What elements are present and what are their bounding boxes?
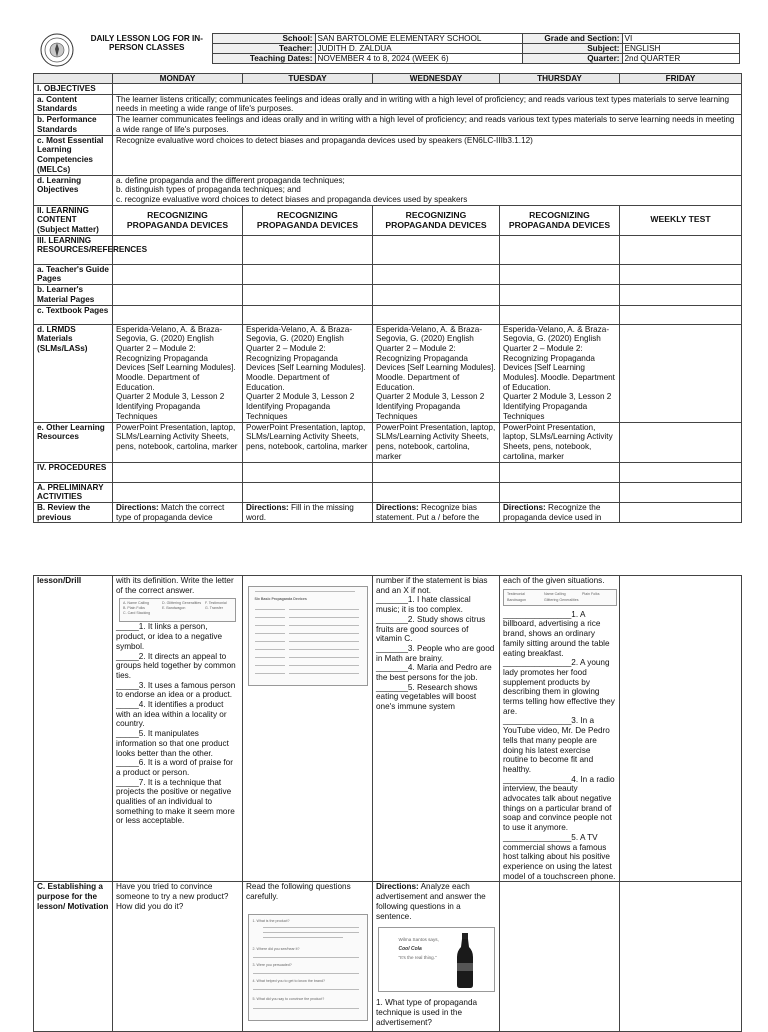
learning-objectives-text: [113, 175, 742, 205]
lrmds-monday: Esperida-Velano, A. & Braza-Segovia, G. (2020) English Quarter 2 – Module 2: Recognizing Propaganda Devices [Self Learning Modules]. Moodle. Department of Education. Quarter 2 Module 3, Lesson 2 Identifying Propaganda Techniques: [113, 324, 243, 422]
drill-monday: with its definition. Write the letter of the correct answer. A. Name Calling B. Plain Folks C. Card Stacking D. Glittering Generalities E. Bandwagon F. Testimonial G. Transfer _____1. It links a person, product, or idea to a negative symbol. _____2. It directs an appeal to groups held together by common ties. _____3. It uses a famous person to endorse an idea or a product. _____4. It identifies a product with an idea within a locality or country. _____5. It manipulates information so that one product looks better than the other. _____6. It is a word of praise for a product or person. _____7. It is a technique that projects the positive or negative qualities of an individual to something to make it seem more or less acceptable.: [113, 576, 243, 882]
drill-tuesday: [243, 576, 373, 882]
establishing-wednesday: Directions: Analyze each advertisement and answer the following questions in a sentence. Wilma Santos says, Cool Cola "It's the real thing." 1. What type of propaganda technique is used in the advertisement?: [373, 882, 500, 1032]
learners-material-label: b. Learner's Material Pages: [34, 285, 113, 305]
review-label: B. Review the previous: [34, 502, 113, 522]
review-wednesday: Directions: Recognize bias statement. Put a / before the: [373, 502, 500, 522]
advertisement-image: Wilma Santos says, Cool Cola "It's the real thing.": [378, 927, 495, 992]
establishing-monday: Have you tried to convince someone to try a new product? How did you do it?: [113, 882, 243, 1032]
day-header-friday: FRIDAY: [620, 74, 742, 84]
preliminary-activities-label: A. PRELIMINARY ACTIVITIES: [34, 482, 113, 502]
content-standards-label: a. Content Standards: [34, 94, 113, 114]
other-resources-thursday: PowerPoint Presentation, laptop, SLMs/Learning Activity Sheets, pens, notebook, cartolina, marker: [500, 422, 620, 462]
subject-value: ENGLISH: [622, 44, 739, 54]
school-value: SAN BARTOLOME ELEMENTARY SCHOOL: [315, 34, 522, 44]
header-table: [82, 33, 740, 64]
lesson-grid-page-1: [33, 73, 742, 523]
objective-item: b. distinguish types of propaganda techniques; and: [116, 185, 301, 195]
establishing-purpose-label: C. Establishing a purpose for the lesson/ Motivation: [34, 882, 113, 1032]
lrmds-tuesday: Esperida-Velano, A. & Braza-Segovia, G. (2020) English Quarter 2 – Module 2: Recognizing Propaganda Devices [Self Learning Modules]. Moodle. Department of Education. Quarter 2 Module 3, Lesson 2 Identifying Propaganda Techniques: [243, 324, 373, 422]
learning-content-label: II. LEARNING CONTENT (Subject Matter): [34, 205, 113, 235]
objectives-label: I. OBJECTIVES: [34, 84, 113, 95]
topic-tuesday: RECOGNIZING PROPAGANDA DEVICES: [243, 205, 373, 235]
review-tuesday: Directions: Fill in the missing word.: [243, 502, 373, 522]
performance-standards-label: b. Performance Standards: [34, 115, 113, 135]
grade-value: VI: [622, 34, 739, 44]
content-standards-text: The learner listens critically; communicates feelings and ideas orally and in writing with a high level of proficiency; and reads various text types materials to serve learning needs in meeting a wide range of life's purposes.: [113, 94, 742, 114]
grade-label: Grade and Section:: [522, 34, 622, 44]
deped-seal-icon: [40, 33, 74, 67]
melc-label: c. Most Essential Learning Competencies (MELCs): [34, 135, 113, 175]
review-monday: Directions: Match the correct type of propaganda device: [113, 502, 243, 522]
subject-label: Subject:: [522, 44, 622, 54]
textbook-pages-label: c. Textbook Pages: [34, 305, 113, 324]
worksheet-image: Six Basic Propaganda Devices: [248, 586, 368, 686]
choices-box-image: A. Name Calling B. Plain Folks C. Card Stacking D. Glittering Generalities E. Bandwagon F. Testimonial G. Transfer: [119, 598, 236, 622]
topic-wednesday: RECOGNIZING PROPAGANDA DEVICES: [373, 205, 500, 235]
day-header-monday: MONDAY: [113, 74, 243, 84]
other-resources-tuesday: PowerPoint Presentation, laptop, SLMs/Learning Activity Sheets, pens, notebook, cartolina, marker: [243, 422, 373, 462]
school-label: School:: [212, 34, 315, 44]
lesson-grid-page-2: [33, 575, 742, 1032]
dates-label: Teaching Dates:: [212, 54, 315, 64]
drill-wednesday: number if the statement is bias and an X if not. _______1. I hate classical music; it is too complex. _______2. Study shows citrus fruits are good sources of vitamin C. _______3. People who are good in Math are brainy. _______4. Maria and Pedro are the best persons for the job. _______5. Research shows eating vegetables will boost one's immune system: [373, 576, 500, 882]
other-resources-monday: PowerPoint Presentation, laptop, SLMs/Learning Activity Sheets, pens, notebook, cartolina, marker: [113, 422, 243, 462]
drill-thursday: each of the given situations. Testimonial Name Calling Plain Folks Bandwagon Glittering Generalities _______________1. A billboard, advertising a rice brand, shows an ordinary family sitting around the table eating breakfast. _______________2. A young lady promotes her food supplement products by describing them in glowing terms telling how effective they are. _______________3. In a YouTube video, Mr. De Pedro tells that many people are doing his latest exercise routine to become fit and healthy. _______________4. In a radio interview, the beauty advocates talk about negative things on a particular brand of soap and convince people not to use it anymore. _______________5. A TV commercial shows a famous host talking about his positive experience on using the latest model of a touchscreen phone.: [500, 576, 620, 882]
lrmds-label: d. LRMDS Materials (SLMs/LASs): [34, 324, 113, 422]
quarter-value: 2nd QUARTER: [622, 54, 739, 64]
other-resources-wednesday: PowerPoint Presentation, laptop, SLMs/Learning Activity Sheets, pens, notebook, cartolina, marker: [373, 422, 500, 462]
dates-value: NOVEMBER 4 to 8, 2024 (WEEK 6): [315, 54, 522, 64]
questions-sheet-image: 1. What is the product? 2. Where did you see/hear it? 3. Were you persuaded? 4. What helped you to get to know the brand? 5. What did you say to convince the product?: [248, 914, 368, 1021]
establishing-tuesday: Read the following questions carefully. 1. What is the product? 2. Where did you see/hear it? 3. Were you persuaded? 4. What helped you to get to know the brand? 5. What did you say to convince the product?: [243, 882, 373, 1032]
quarter-label: Quarter:: [522, 54, 622, 64]
day-header-wednesday: WEDNESDAY: [373, 74, 500, 84]
objective-item: a. define propaganda and the different propaganda techniques;: [116, 175, 345, 185]
topic-thursday: RECOGNIZING PROPAGANDA DEVICES: [500, 205, 620, 235]
drill-label: lesson/Drill: [34, 576, 113, 882]
choices-box-image: Testimonial Name Calling Plain Folks Bandwagon Glittering Generalities: [503, 589, 617, 606]
performance-standards-text: The learner communicates feelings and ideas orally and in writing with a high level of proficiency; and reads various text types materials to serve learning needs in meeting a wide range of life's purposes.: [113, 115, 742, 135]
topic-friday: WEEKLY TEST: [620, 205, 742, 235]
teacher-label: Teacher:: [212, 44, 315, 54]
other-resources-label: e. Other Learning Resources: [34, 422, 113, 462]
page-title: DAILY LESSON LOG FOR IN-PERSON CLASSES: [90, 33, 203, 52]
lrmds-thursday: Esperida-Velano, A. & Braza-Segovia, G. (2020) English Quarter 2 – Module 2: Recognizing Propaganda Devices [Self Learning Modules]. Moodle. Department of Education. Quarter 2 Module 3, Lesson 2 Identifying Propaganda Techniques: [500, 324, 620, 422]
teachers-guide-label: a. Teacher's Guide Pages: [34, 264, 113, 284]
day-header-thursday: THURSDAY: [500, 74, 620, 84]
teacher-value: JUDITH D. ZALDUA: [315, 44, 522, 54]
review-thursday: Directions: Recognize the propaganda device used in: [500, 502, 620, 522]
bottle-icon: [454, 933, 476, 988]
procedures-label: IV. PROCEDURES: [34, 462, 113, 482]
learning-objectives-label: d. Learning Objectives: [34, 175, 113, 205]
day-header-tuesday: TUESDAY: [243, 74, 373, 84]
melc-text: Recognize evaluative word choices to detect biases and propaganda devices used by speakers (EN6LC-IIIb3.1.12): [113, 135, 742, 175]
learning-resources-label: III. LEARNING RESOURCES/REFERENCES: [34, 235, 113, 264]
lrmds-wednesday: Esperida-Velano, A. & Braza-Segovia, G. (2020) English Quarter 2 – Module 2: Recognizing Propaganda Devices [Self Learning Modules]. Moodle. Department of Education. Quarter 2 Module 3, Lesson 2 Identifying Propaganda Techniques: [373, 324, 500, 422]
topic-monday: RECOGNIZING PROPAGANDA DEVICES: [113, 205, 243, 235]
objective-item: c. recognize evaluative word choices to detect biases and propaganda devices used by speakers: [116, 194, 468, 204]
